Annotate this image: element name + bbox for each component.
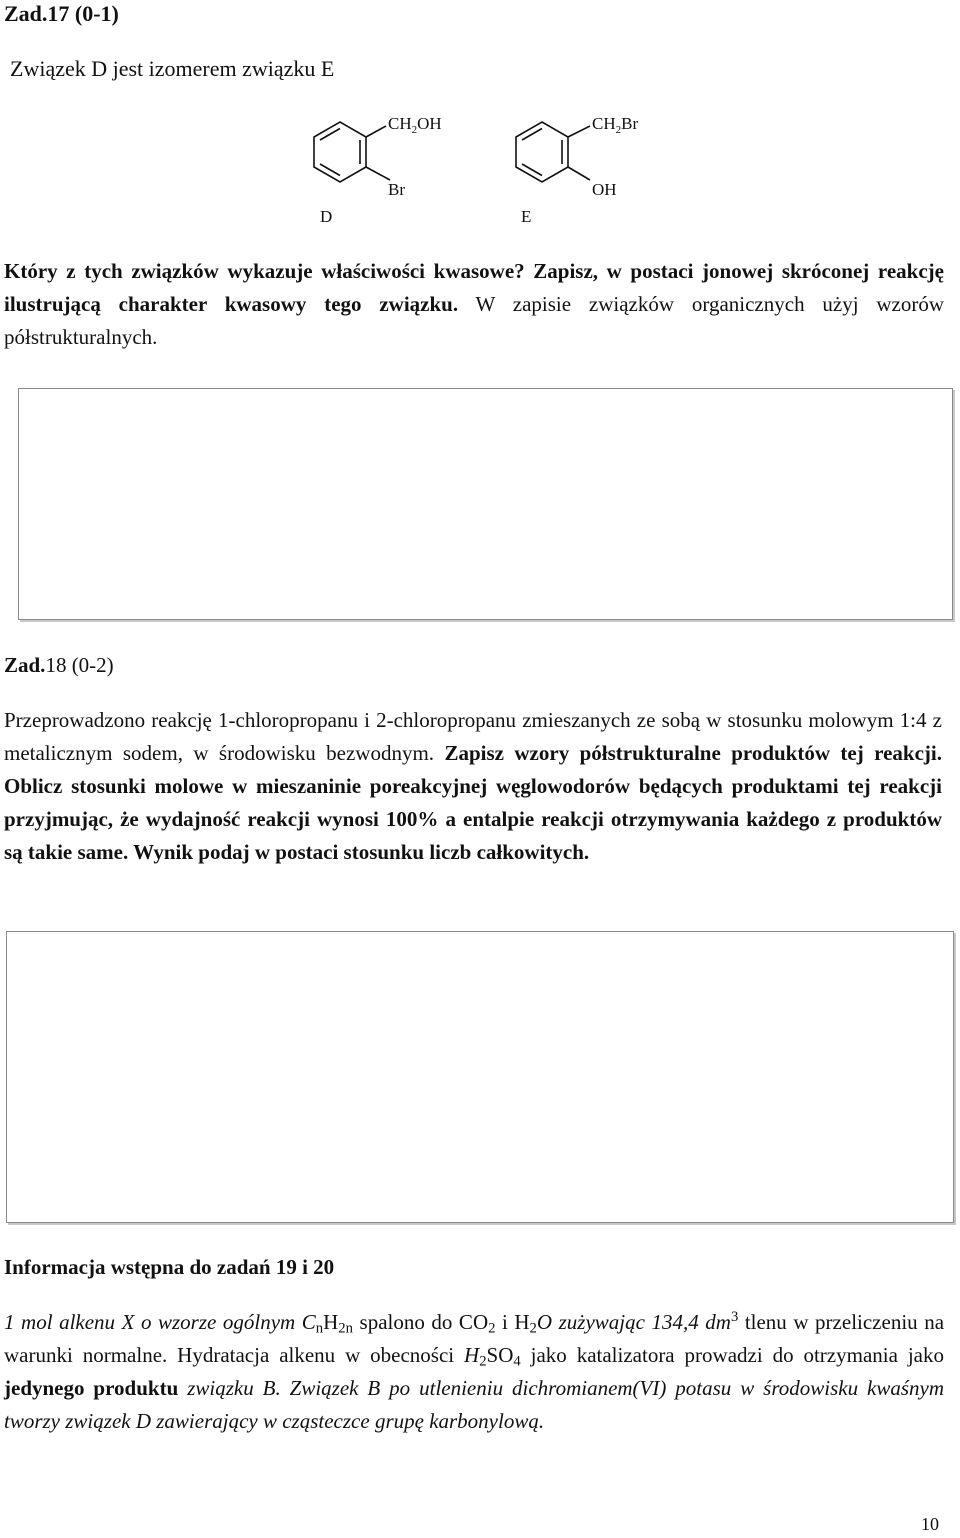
task18-text-plain: Przeprowadzono reakcję 1-chloropropanu i 2-chloropropanu zmieszanych ze sobą w stosunku molowym 1:4 z metalicznym sodem, w środowisku bezwodnym. — [4, 708, 942, 765]
task18-header: Zad.18 (0-2) — [4, 653, 114, 677]
compound-d-top-group: $CH_2OH$ — [388, 114, 442, 136]
compound-e-label: E — [521, 207, 532, 226]
compound-e-ring — [516, 122, 590, 182]
answer-box-task18[interactable] — [6, 931, 954, 1223]
task17-question-plain: W zapisie związków organicznych użyj wzorów półstrukturalnych. — [4, 292, 944, 349]
info-text: 1 mol alkenu X o wzorze ogólnym $C_nH_{2n}$ spalono do $CO_2$ i $H_2O$ zużywając 134,4 $dm^3$ tlenu w przeliczeniu na warunki normalne. Hydratacja alkenu w obecności $H_2SO_4$ jako katalizatora prowadzi do otrzymania jako jedynego produktu związku B. Związek B po utlenieniu dichromianem(VI) potasu w środowisku kwaśnym tworzy związek D zawierający w cząsteczce grupę karbonylową. — [4, 1308, 945, 1433]
page-number: 10 — [921, 1514, 939, 1534]
info-heading: Informacja wstępna do zadań 19 i 20 — [4, 1255, 335, 1279]
structural-formulas — [290, 100, 670, 235]
compound-d-label: D — [320, 207, 333, 226]
task17-question-bold: Który z tych związków wykazuje właściwości kwasowe? Zapisz, w postaci jonowej skróconej reakcję ilustrującą charakter kwasowy tego związku. — [4, 259, 944, 316]
compound-d-side-group: Br — [388, 180, 405, 199]
task18-text-bold: Zapisz wzory półstrukturalne produktów tej reakcji. Oblicz stosunki molowe w mieszaninie poreakcyjnej węglowodorów będących produktami tej reakcji przyjmując, że wydajność reakcji wynosi 100% a entalpie reakcji otrzymywania każdego z produktów są takie same. Wynik podaj w postaci stosunku liczb całkowitych. — [4, 741, 942, 864]
task17-header: Zad.17 (0-1) — [4, 1, 119, 26]
compound-e-top-group: $CH_2Br$ — [592, 114, 639, 136]
answer-box-task17[interactable] — [18, 388, 953, 620]
task18-text — [4, 704, 942, 869]
compound-d-ring — [314, 122, 390, 182]
compound-e-side-group: OH — [592, 180, 617, 199]
task17-question — [4, 255, 944, 354]
task17-intro: Związek D jest izomerem związku E — [10, 56, 335, 81]
